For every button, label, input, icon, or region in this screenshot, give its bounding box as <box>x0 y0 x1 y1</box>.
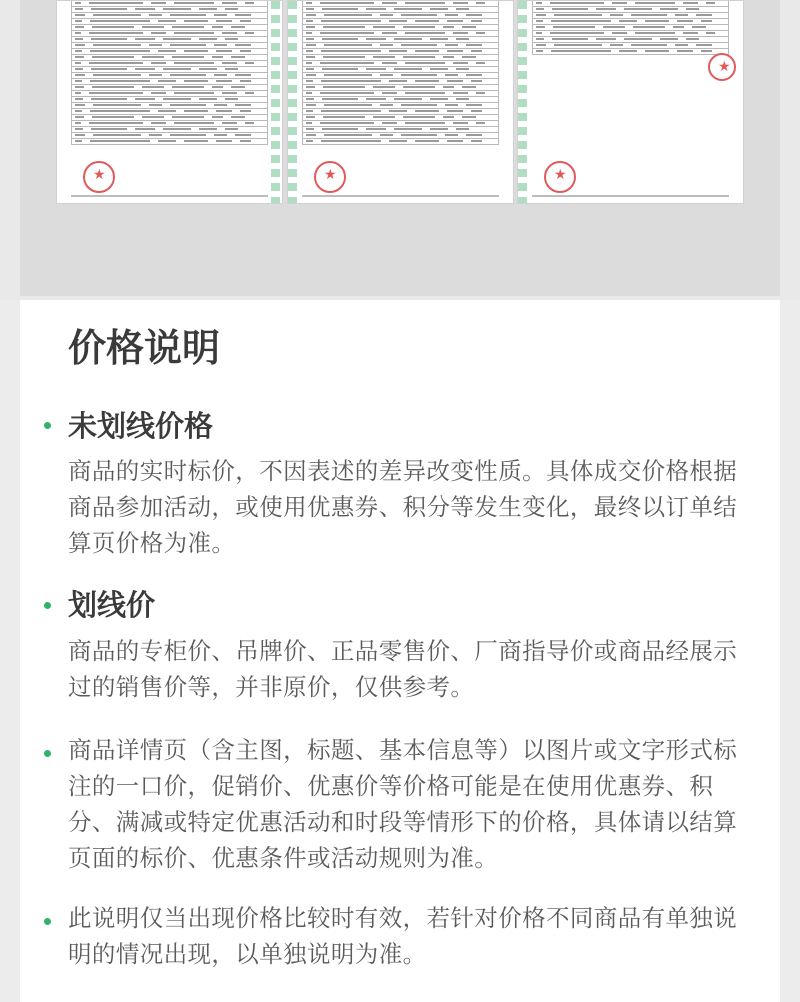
bullet-dot <box>44 750 51 757</box>
red-seal-stamp <box>544 161 576 193</box>
test-report-page-1 <box>56 0 283 204</box>
test-report-page-2 <box>287 0 514 204</box>
note-detail-page-price: 商品详情页（含主图，标题、基本信息等）以图片或文字形式标注的一口价，促销价、优惠价等价格可能是在使用优惠券、积分、满减或特定优惠活动和时段等情形下的价格，具体请以结算页面的标价、优惠条件或活动规则为准。 <box>68 736 738 872</box>
note-price-comparison: 此说明仅当出现价格比较时有效，若针对价格不同商品有单独说明的情况出现，以单独说明为准。 <box>68 904 738 968</box>
section-heading-lined-price: 划线价 <box>68 588 156 622</box>
bullet-dot <box>44 602 51 609</box>
watermark-strip <box>518 1 527 204</box>
report-preview-band <box>0 0 800 300</box>
red-seal-stamp <box>708 53 736 81</box>
report-table-row <box>302 139 499 145</box>
price-explanation-card <box>20 300 780 1002</box>
red-seal-stamp <box>83 161 115 193</box>
report-table-row <box>71 139 268 145</box>
section-body-unlined-price: 商品的实时标价，不因表述的差异改变性质。具体成交价格根据商品参加活动，或使用优惠券、积分等发生变化，最终以订单结算页价格为准。 <box>68 457 738 557</box>
red-seal-stamp <box>314 161 346 193</box>
report-footer-line <box>71 195 268 197</box>
section-body-lined-price: 商品的专柜价、吊牌价、正品零售价、厂商指导价或商品经展示过的销售价等，并非原价，仅供参考。 <box>68 637 738 701</box>
page-title: 价格说明 <box>68 326 221 370</box>
bullet-dot <box>44 918 51 925</box>
report-footer-line <box>302 195 499 197</box>
report-table <box>302 1 499 145</box>
bullet-dot <box>44 422 51 429</box>
report-table-row <box>532 49 729 55</box>
report-table <box>532 1 729 55</box>
report-table <box>71 1 268 145</box>
section-heading-unlined-price: 未划线价格 <box>68 409 214 443</box>
watermark-strip <box>288 1 297 204</box>
test-report-page-3 <box>517 0 744 204</box>
watermark-strip <box>271 1 280 204</box>
report-footer-line <box>532 195 729 197</box>
report-pages-strip <box>20 0 780 296</box>
